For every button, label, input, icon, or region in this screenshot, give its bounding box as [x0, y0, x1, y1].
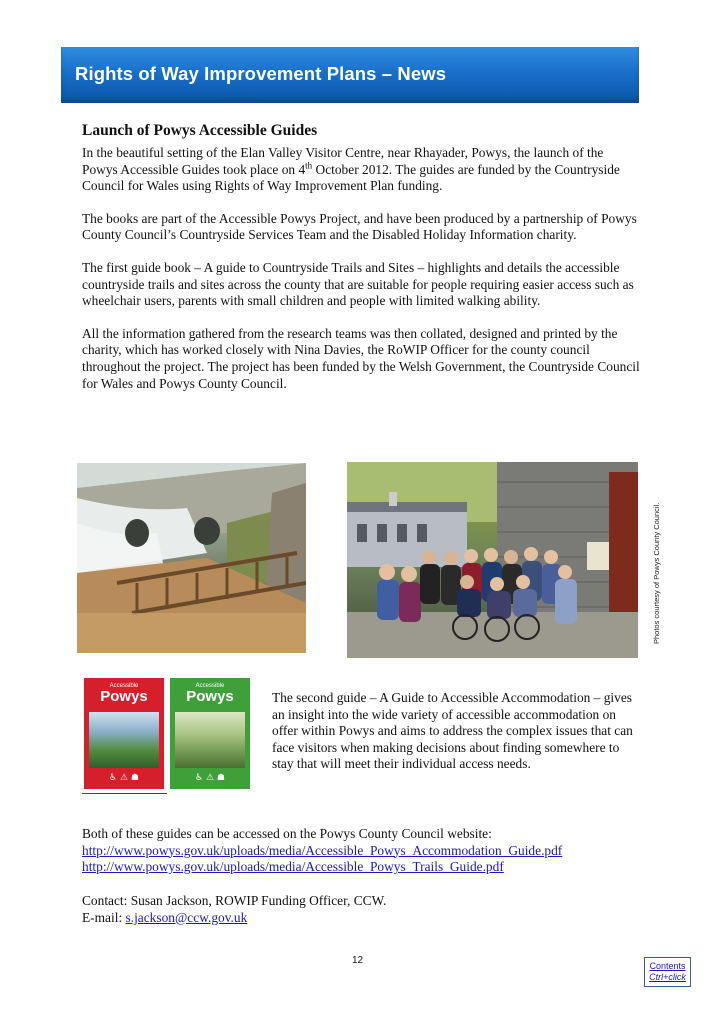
photo-credit: Photos courtesy of Powys County Council.	[652, 502, 661, 644]
links-intro: Both of these guides can be accessed on the Powys County Council website:	[82, 826, 492, 841]
page-number: 12	[351, 955, 364, 966]
contents-link-box[interactable]	[644, 957, 691, 987]
accessibility-icons: ♿ ⚠ ☗	[195, 773, 225, 783]
cover-brand: Accessible	[109, 683, 139, 689]
article-paragraph-3: The first guide book – A guide to Countryside Trails and Sites – highlights and details the accessible countryside trails and sites across the county that are suitable for people requiring easier access such as wheelchair users, parents with small children and people with limited walking ability.	[82, 259, 634, 309]
article-paragraph-1: In the beautiful setting of the Elan Valley Visitor Centre, near Rhayader, Powys, the launch of the Powys Accessible Guides took place on 4th October 2012. The guides are funded by the Countryside Council for Wales using Rights of Way Improvement Plan funding.	[82, 145, 620, 194]
contents-shortcut-hint: Ctrl+click	[649, 972, 686, 982]
second-guide-paragraph: The second guide – A Guide to Accessible Accommodation – gives an insight into the wide variety of accessible accommodation on offer within Powys and aims to address the complex issues that can face visitors when making decisions about finding somewhere to stay that will meet their individual access needs.	[272, 690, 633, 772]
cover-title: Powys	[100, 688, 148, 705]
email-link[interactable]: s.jackson@ccw.gov.uk	[125, 909, 248, 925]
trails-guide-cover	[170, 678, 250, 789]
contact-line: Contact: Susan Jackson, ROWIP Funding Officer, CCW.	[82, 893, 387, 908]
guide-links	[82, 826, 642, 876]
cover-landscape-image	[89, 712, 159, 768]
section-header-bar	[61, 47, 639, 103]
article	[82, 122, 642, 408]
launch-group-photo	[347, 462, 638, 658]
article-paragraph-4: All the information gathered from the research teams was then collated, designed and printed by the charity, which has worked closely with Nina Davies, the RoWIP Officer for the county council throughout the project. The project has been funded by the Welsh Government, the Countryside Council for Wales and Powys County Council.	[82, 325, 640, 391]
cover-brand: Accessible	[195, 683, 225, 689]
ordinal-suffix: th	[305, 160, 313, 171]
trails-guide-link[interactable]: http://www.powys.gov.uk/uploads/media/Accessible_Powys_Trails_Guide.pdf	[82, 859, 504, 875]
accommodation-guide-link[interactable]: http://www.powys.gov.uk/uploads/media/Accessible_Powys_Accommodation_Guide.pdf	[82, 842, 563, 858]
article-paragraph-2: The books are part of the Accessible Powys Project, and have been produced by a partnership of Powys County Council’s Countryside Services Team and the Disabled Holiday Information charity.	[82, 210, 637, 243]
contents-link[interactable]: Contents	[649, 961, 686, 971]
email-label: E-mail:	[82, 909, 126, 925]
cover-landscape-image	[175, 712, 245, 768]
article-title: Launch of Powys Accessible Guides	[82, 122, 318, 139]
books-underline	[82, 793, 167, 794]
dam-boardwalk-photo	[77, 463, 306, 653]
contact-block	[82, 893, 642, 926]
accessibility-icons: ♿ ⚠ ☗	[109, 773, 139, 783]
section-header-title: Rights of Way Improvement Plans – News	[75, 63, 447, 84]
accommodation-guide-cover	[84, 678, 164, 789]
cover-title: Powys	[186, 688, 234, 705]
